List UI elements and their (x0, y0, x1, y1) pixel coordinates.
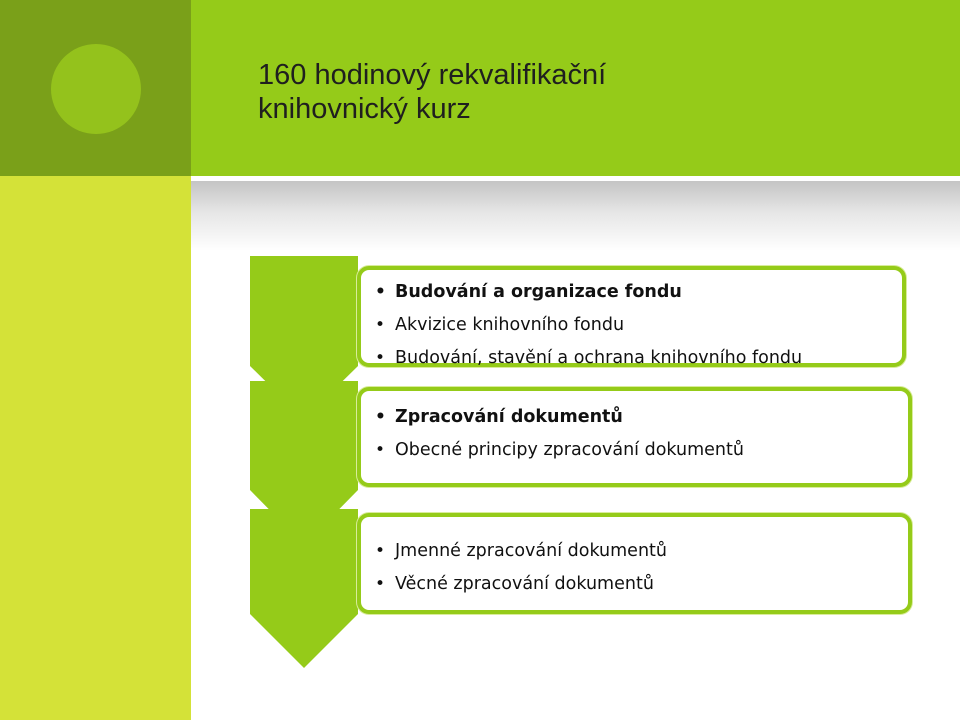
step-1-item-1: • Budování a organizace fondu (375, 276, 802, 309)
step-3-list (375, 535, 667, 601)
step-2-list (375, 401, 744, 467)
slide-title-line-1: 160 hodinový rekvalifikační (258, 59, 607, 91)
step-1-item-3: • Budování, stavění a ochrana knihovního fondu (375, 342, 802, 375)
step-2-item-2: • Obecné principy zpracování dokumentů (375, 434, 744, 467)
step-1-list (375, 276, 802, 375)
step-3-box (357, 513, 912, 614)
chevron-step-3 (250, 509, 358, 668)
step-2-box (357, 387, 912, 487)
step-2-item-1: • Zpracování dokumentů (375, 401, 744, 434)
step-3-item-1: • Jmenné zpracování dokumentů (375, 535, 667, 568)
step-1-box (357, 266, 906, 367)
step-3-item-2: • Věcné zpracování dokumentů (375, 568, 667, 601)
step-1-item-2: • Akvizice knihovního fondu (375, 309, 802, 342)
slide-title-line-2: knihovnický kurz (258, 93, 471, 125)
